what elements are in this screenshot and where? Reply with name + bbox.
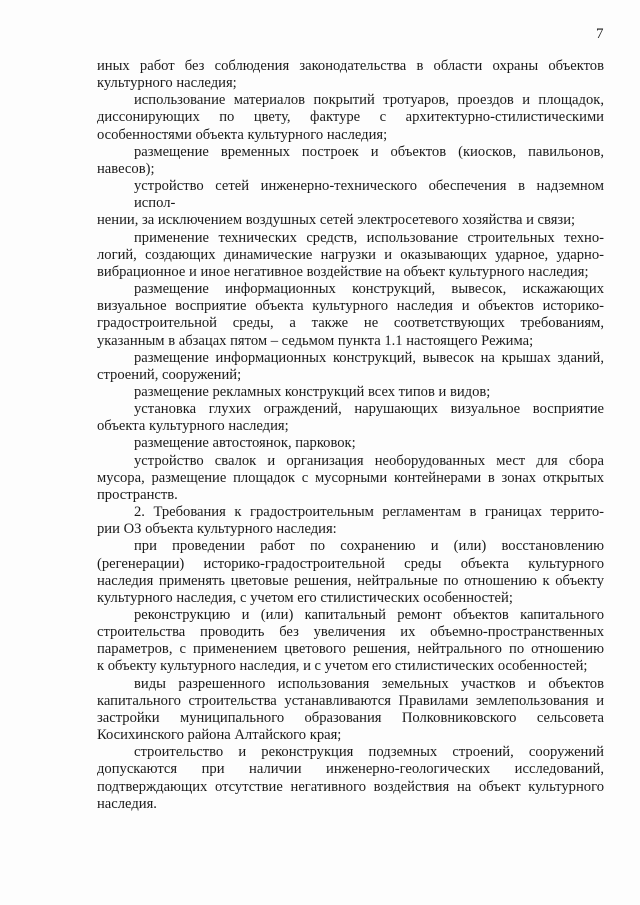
paragraph: [97, 607, 604, 676]
paragraph-line: допускаются при наличии инженерно-геологических исследований,: [97, 761, 604, 778]
paragraph-line: устройство свалок и организация необорудованных мест для сбора: [134, 452, 604, 469]
paragraph-line: объекта культурного наследия;: [97, 418, 289, 435]
paragraph-line: диссонирующих по цвету, фактуре с архитектурно-стилистическими: [97, 109, 604, 126]
paragraph-line: к объекту культурного наследия, и с учетом его стилистических особенностей;: [97, 658, 588, 675]
paragraph-line: подтверждающих отсутствие негативного воздействия на объект культурного: [97, 778, 604, 795]
paragraph-line: виды разрешенного использования земельных участков и объектов: [134, 675, 604, 692]
paragraph-line: навесов);: [97, 160, 155, 177]
paragraph: [97, 435, 604, 452]
paragraph-line: 2. Требования к градостроительным регламентам в границах террито-: [134, 504, 604, 521]
paragraph-line: иных работ без соблюдения законодательства в области охраны объектов: [97, 58, 604, 74]
paragraph-line: устройство сетей инженерно-технического обеспечения в надземном испол-: [134, 178, 604, 212]
paragraph: [97, 538, 604, 607]
paragraph-line: рии ОЗ объекта культурного наследия:: [97, 521, 337, 538]
paragraph: [97, 401, 604, 435]
paragraph-line: вибрационное и иное негативное воздействие на объект культурного наследия;: [97, 263, 589, 280]
paragraph: [97, 676, 604, 745]
paragraph-line: строений, сооружений;: [97, 366, 242, 383]
paragraph-line: особенностями объекта культурного наследия;: [97, 126, 388, 143]
paragraph-line: размещение рекламных конструкций всех типов и видов;: [134, 383, 491, 400]
paragraph: [97, 178, 604, 229]
paragraph-line: культурного наследия, с учетом его стилистических особенностей;: [97, 589, 513, 606]
paragraph: [97, 144, 604, 178]
paragraph-line: указанным в абзацах пятом – седьмом пункта 1.1 настоящего Режима;: [97, 332, 534, 349]
paragraph-line: строительства проводить без увеличения их объемно-пространственных: [97, 624, 604, 641]
paragraph-line: при проведении работ по сохранению и (или) восстановлению: [134, 538, 604, 555]
paragraph-line: строительство и реконструкция подземных строений, сооружений: [134, 744, 604, 761]
paragraph-line: пространств.: [97, 486, 178, 503]
paragraph: [97, 230, 604, 281]
paragraph: [97, 504, 604, 538]
paragraph-line: культурного наследия;: [97, 75, 237, 92]
paragraph-line: применение технических средств, использование строительных техно-: [134, 229, 604, 246]
paragraph: [97, 92, 604, 143]
paragraph-line: Косихинского района Алтайского края;: [97, 727, 342, 744]
paragraph: [97, 281, 604, 350]
paragraph-line: параметров, с применением цветового решения, нейтрального по отношению: [97, 641, 604, 658]
paragraph: [97, 58, 604, 92]
paragraph: [97, 744, 604, 813]
paragraph-line: размещение автостоянок, парковок;: [134, 435, 356, 452]
paragraph: [97, 350, 604, 384]
paragraph: [97, 384, 604, 401]
paragraph-line: логий, создающих динамические нагрузки и оказывающих ударное, ударно-: [97, 246, 604, 263]
paragraph-line: нении, за исключением воздушных сетей электросетевого хозяйства и связи;: [97, 212, 576, 229]
paragraph-line: визуальное восприятие объекта культурного наследия и объектов историко-: [97, 298, 604, 315]
paragraph-line: градостроительной среды, а также не соответствующих требованиям,: [97, 315, 604, 332]
paragraph: [97, 453, 604, 504]
paragraph-line: размещение временных построек и объектов (киосков, павильонов,: [134, 143, 604, 160]
paragraph-line: размещение информационных конструкций, вывесок на крышах зданий,: [134, 349, 604, 366]
paragraph-line: установка глухих ограждений, нарушающих визуальное восприятие: [134, 401, 604, 418]
page-number: 7: [596, 26, 604, 42]
paragraph-line: наследия применять цветовые решения, нейтральные по отношению к объекту: [97, 572, 604, 589]
paragraph-line: (регенерации) историко-градостроительной среды объекта культурного: [97, 555, 604, 572]
paragraph-line: капитального строительства устанавливаются Правилами землепользования и: [97, 692, 604, 709]
paragraph-line: реконструкцию и (или) капитальный ремонт объектов капитального: [134, 607, 604, 623]
paragraph-line: использование материалов покрытий тротуаров, проездов и площадок,: [134, 92, 604, 109]
paragraph-line: наследия.: [97, 795, 157, 812]
paragraph-line: размещение информационных конструкций, вывесок, искажающих: [134, 281, 604, 298]
paragraph-line: мусора, размещение площадок с мусорными контейнерами в зонах открытых: [97, 469, 604, 486]
document-body: [97, 58, 604, 813]
paragraph-line: застройки муниципального образования Полковниковского сельсовета: [97, 709, 604, 726]
